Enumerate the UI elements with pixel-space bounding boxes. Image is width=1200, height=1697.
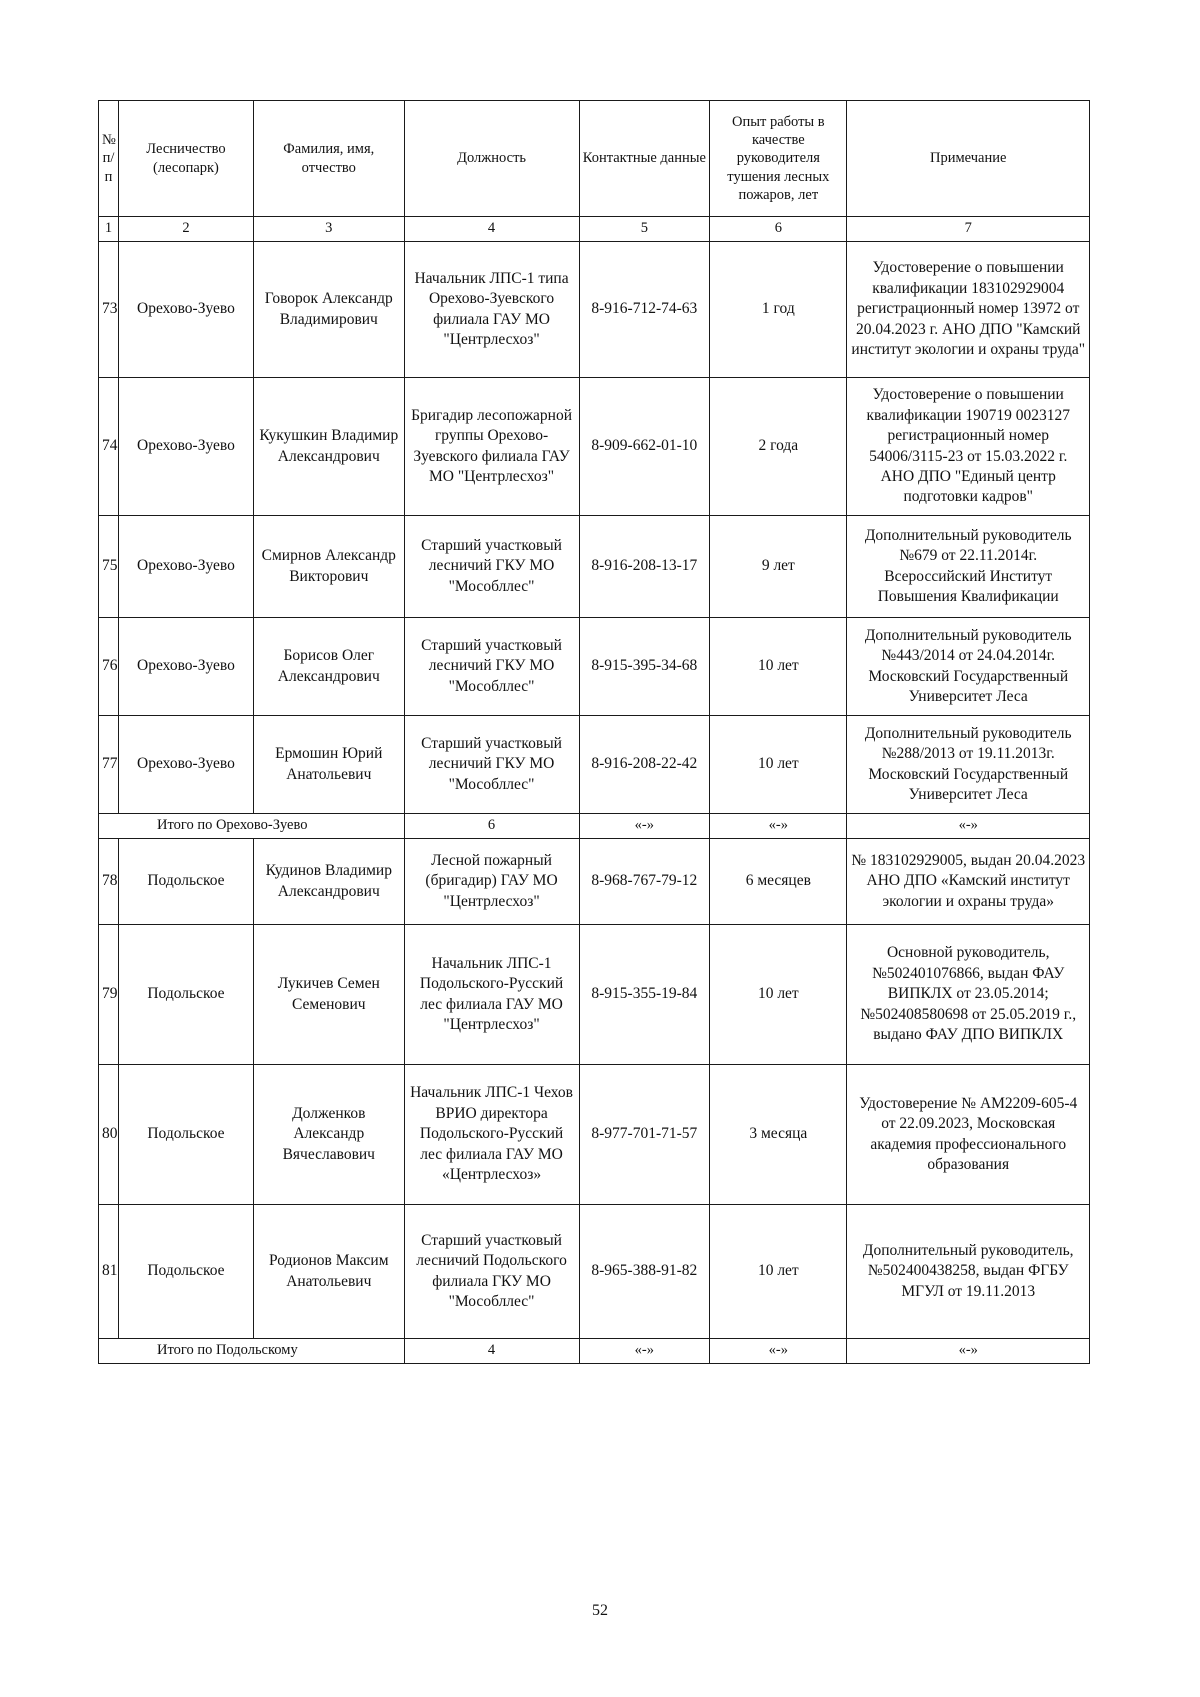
row-experience: 10 лет	[710, 1205, 847, 1339]
row-position: Начальник ЛПС-1 Чехов ВРИО директора Подольского-Русский лес филиала ГАУ МО «Центрлесхоз»	[404, 1065, 579, 1205]
row-experience: 10 лет	[710, 716, 847, 814]
row-num: 81	[99, 1205, 119, 1339]
table-row	[99, 242, 1090, 378]
row-forestry: Подольское	[118, 1205, 253, 1339]
row-num: 75	[99, 516, 119, 618]
row-forestry: Подольское	[118, 925, 253, 1065]
row-experience: 1 год	[710, 242, 847, 378]
row-note: Дополнительный руководитель, №502400438258, выдан ФГБУ МГУЛ от 19.11.2013	[847, 1205, 1090, 1339]
column-number-row	[99, 217, 1090, 242]
total-row-podolskoe	[99, 1339, 1090, 1364]
row-forestry: Подольское	[118, 839, 253, 925]
header-row	[99, 101, 1090, 217]
row-forestry: Орехово-Зуево	[118, 378, 253, 516]
row-contact: 8-968-767-79-12	[579, 839, 710, 925]
table-row	[99, 618, 1090, 716]
row-position: Старший участковый лесничий Подольского филиала ГКУ МО "Мособллес"	[404, 1205, 579, 1339]
column-number: 6	[710, 217, 847, 242]
row-position: Лесной пожарный (бригадир) ГАУ МО "Центрлесхоз"	[404, 839, 579, 925]
header-name: Фамилия, имя, отчество	[254, 101, 405, 217]
row-forestry: Орехово-Зуево	[118, 242, 253, 378]
column-number: 1	[99, 217, 119, 242]
header-forestry: Лесничество (лесопарк)	[118, 101, 253, 217]
row-name: Долженков Александр Вячеславович	[254, 1065, 405, 1205]
total-count: 4	[404, 1339, 579, 1364]
total-contact: «-»	[579, 814, 710, 839]
row-note: Дополнительный руководитель №288/2013 от 19.11.2013г. Московский Государственный Университет Леса	[847, 716, 1090, 814]
table-row	[99, 516, 1090, 618]
row-experience: 9 лет	[710, 516, 847, 618]
column-number: 7	[847, 217, 1090, 242]
row-position: Бригадир лесопожарной группы Орехово-Зуевского филиала ГАУ МО "Центрлесхоз"	[404, 378, 579, 516]
total-experience: «-»	[710, 814, 847, 839]
header-note: Примечание	[847, 101, 1090, 217]
row-experience: 10 лет	[710, 925, 847, 1065]
total-note: «-»	[847, 1339, 1090, 1364]
table-row	[99, 1065, 1090, 1205]
row-num: 79	[99, 925, 119, 1065]
row-contact: 8-915-355-19-84	[579, 925, 710, 1065]
column-number: 2	[118, 217, 253, 242]
row-num: 76	[99, 618, 119, 716]
row-contact: 8-915-395-34-68	[579, 618, 710, 716]
row-note: Основной руководитель, №502401076866, выдан ФАУ ВИПКЛХ от 23.05.2014; №502408580698 от 25.05.2019 г., выдано ФАУ ДПО ВИПКЛХ	[847, 925, 1090, 1065]
row-experience: 3 месяца	[710, 1065, 847, 1205]
row-position: Старший участковый лесничий ГКУ МО "Мособллес"	[404, 618, 579, 716]
header-experience: Опыт работы в качестве руководителя тушения лесных пожаров, лет	[710, 101, 847, 217]
row-forestry: Подольское	[118, 1065, 253, 1205]
total-label: Итого по Подольскому	[99, 1339, 405, 1364]
row-num: 73	[99, 242, 119, 378]
row-name: Кудинов Владимир Александрович	[254, 839, 405, 925]
row-name: Ермошин Юрий Анатольевич	[254, 716, 405, 814]
total-contact: «-»	[579, 1339, 710, 1364]
row-num: 77	[99, 716, 119, 814]
row-contact: 8-916-208-13-17	[579, 516, 710, 618]
row-note: Удостоверение о повышении квалификации 190719 0023127 регистрационный номер 54006/3115-23 от 15.03.2022 г. АНО ДПО "Единый центр подготовки кадров"	[847, 378, 1090, 516]
row-num: 78	[99, 839, 119, 925]
row-name: Лукичев Семен Семенович	[254, 925, 405, 1065]
table-row	[99, 378, 1090, 516]
table-row	[99, 1205, 1090, 1339]
row-contact: 8-965-388-91-82	[579, 1205, 710, 1339]
row-contact: 8-977-701-71-57	[579, 1065, 710, 1205]
row-contact: 8-916-208-22-42	[579, 716, 710, 814]
row-forestry: Орехово-Зуево	[118, 716, 253, 814]
header-contact: Контактные данные	[579, 101, 710, 217]
row-position: Старший участковый лесничий ГКУ МО "Мособллес"	[404, 516, 579, 618]
table-row	[99, 716, 1090, 814]
row-note: Дополнительный руководитель №679 от 22.11.2014г. Всероссийский Институт Повышения Квалификации	[847, 516, 1090, 618]
page-number: 52	[592, 1602, 608, 1619]
row-experience: 10 лет	[710, 618, 847, 716]
row-contact: 8-909-662-01-10	[579, 378, 710, 516]
column-number: 5	[579, 217, 710, 242]
total-count: 6	[404, 814, 579, 839]
row-note: Удостоверение № АМ2209-605-4 от 22.09.2023, Московская академия профессионального образования	[847, 1065, 1090, 1205]
table-row	[99, 925, 1090, 1065]
total-row-orekhovo-zuevo	[99, 814, 1090, 839]
total-label: Итого по Орехово-Зуево	[99, 814, 405, 839]
row-note: № 183102929005, выдан 20.04.2023 АНО ДПО «Камский институт экологии и охраны труда»	[847, 839, 1090, 925]
row-name: Смирнов Александр Викторович	[254, 516, 405, 618]
table-row	[99, 839, 1090, 925]
row-name: Родионов Максим Анатольевич	[254, 1205, 405, 1339]
header-position: Должность	[404, 101, 579, 217]
row-note: Удостоверение о повышении квалификации 183102929004 регистрационный номер 13972 от 20.04.2023 г. АНО ДПО "Камский институт экологии и охраны труда"	[847, 242, 1090, 378]
total-note: «-»	[847, 814, 1090, 839]
row-forestry: Орехово-Зуево	[118, 516, 253, 618]
total-experience: «-»	[710, 1339, 847, 1364]
row-forestry: Орехово-Зуево	[118, 618, 253, 716]
row-experience: 6 месяцев	[710, 839, 847, 925]
forest-fire-managers-table	[98, 100, 1090, 1364]
row-contact: 8-916-712-74-63	[579, 242, 710, 378]
row-num: 80	[99, 1065, 119, 1205]
row-name: Говорок Александр Владимирович	[254, 242, 405, 378]
column-number: 3	[254, 217, 405, 242]
row-position: Начальник ЛПС-1 типа Орехово-Зуевского филиала ГАУ МО "Центрлесхоз"	[404, 242, 579, 378]
row-experience: 2 года	[710, 378, 847, 516]
row-name: Кукушкин Владимир Александрович	[254, 378, 405, 516]
row-position: Начальник ЛПС-1 Подольского-Русский лес филиала ГАУ МО "Центрлесхоз"	[404, 925, 579, 1065]
row-name: Борисов Олег Александрович	[254, 618, 405, 716]
row-num: 74	[99, 378, 119, 516]
column-number: 4	[404, 217, 579, 242]
header-num: № п/п	[99, 101, 119, 217]
row-note: Дополнительный руководитель №443/2014 от 24.04.2014г. Московский Государственный Университет Леса	[847, 618, 1090, 716]
row-position: Старший участковый лесничий ГКУ МО "Мособллес"	[404, 716, 579, 814]
